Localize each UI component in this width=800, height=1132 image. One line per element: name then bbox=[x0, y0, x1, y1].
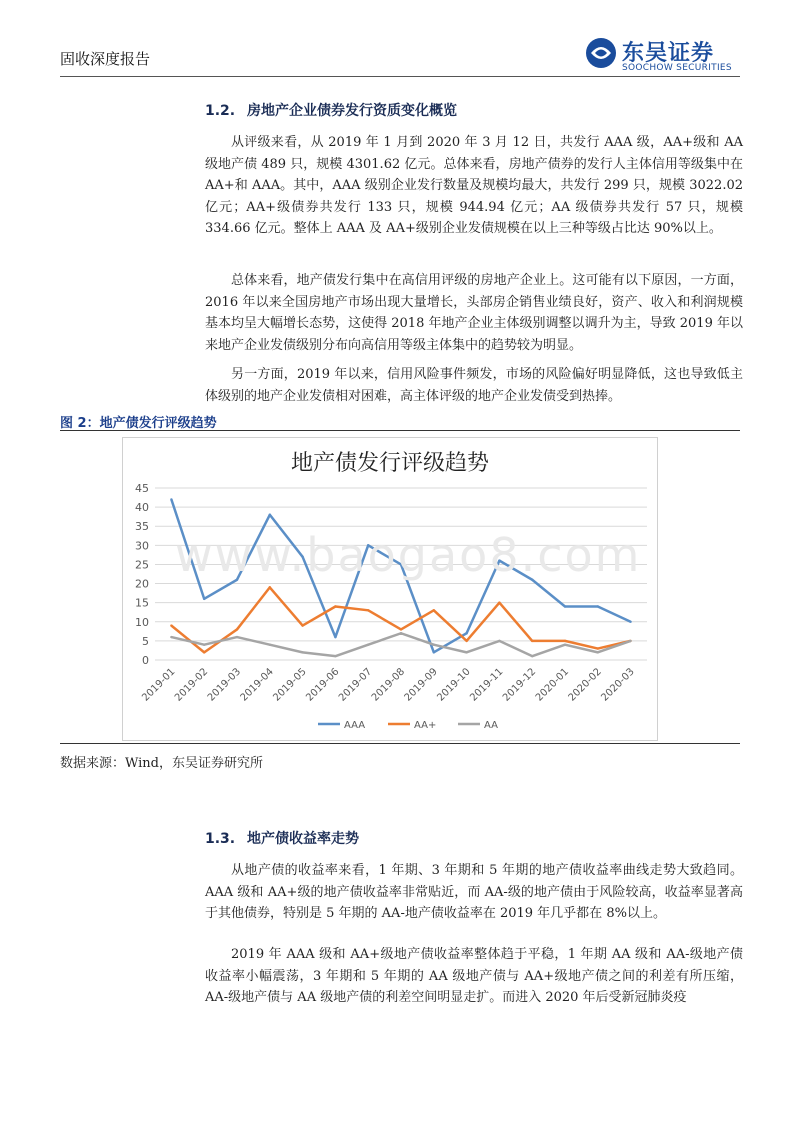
figure-caption: 图 2：地产债发行评级趋势 bbox=[60, 416, 217, 431]
y-tick-label: 15 bbox=[135, 596, 149, 610]
y-tick-label: 25 bbox=[135, 558, 149, 572]
data-point-AA bbox=[597, 651, 599, 653]
data-point-AA bbox=[203, 644, 205, 646]
x-tick-label: 2019-04 bbox=[238, 666, 276, 704]
y-tick-label: 40 bbox=[135, 501, 149, 515]
y-tick-label: 10 bbox=[135, 615, 149, 629]
figure-source: 数据来源：Wind，东吴证券研究所 bbox=[60, 756, 263, 771]
data-point-AA+ bbox=[498, 601, 500, 603]
x-tick-label: 2020-01 bbox=[533, 666, 572, 704]
legend-label: AA bbox=[484, 720, 498, 731]
data-point-AAA bbox=[433, 651, 435, 653]
data-point-AA+ bbox=[400, 628, 402, 630]
data-point-AA bbox=[367, 644, 369, 646]
data-point-AA+ bbox=[367, 609, 369, 611]
y-tick-label: 0 bbox=[142, 654, 149, 667]
x-tick-label: 2019-05 bbox=[271, 666, 309, 704]
data-point-AA bbox=[629, 640, 631, 642]
data-point-AAA bbox=[465, 632, 467, 634]
x-tick-label: 2019-06 bbox=[304, 666, 342, 704]
x-tick-label: 2020-03 bbox=[599, 666, 637, 704]
legend-label: AA+ bbox=[414, 720, 437, 731]
brand-logo bbox=[582, 36, 752, 76]
data-point-AA bbox=[400, 632, 402, 634]
paragraph: 从评级来看，从 2019 年 1 月到 2020 年 3 月 12 日，共发行 AAA 级，AA+级和 AA 级地产债 489 只，规模 4301.62 亿元。总体来看，房地产债券的发行人主体信用等级集中在 AA+和 AAA。其中，AAA 级别企业发行数量及规模均最大，共发行 299 只，规模 3022.02 亿元；AA+级债券共发行 133 只，规模 944.94 亿元；AA 级债券共发行 57 只，规模 334.66 亿元。整体上 AAA 及 AA+级别企业发债规模在以上三种等级占比达 90%以上。 bbox=[205, 135, 743, 236]
data-point-AA bbox=[433, 644, 435, 646]
data-point-AA bbox=[170, 636, 172, 638]
data-point-AA bbox=[531, 655, 533, 657]
brand-name-cn: 东吴证券 bbox=[622, 41, 715, 66]
header-divider bbox=[60, 76, 740, 77]
watermark: www.baogao8.com bbox=[175, 528, 642, 582]
data-point-AA+ bbox=[301, 624, 303, 626]
x-tick-label: 2019-01 bbox=[140, 666, 178, 704]
figure-rule-bottom bbox=[60, 743, 740, 744]
data-point-AA bbox=[269, 644, 271, 646]
series-line-AA+ bbox=[171, 587, 630, 652]
data-point-AA+ bbox=[203, 651, 205, 653]
data-point-AA+ bbox=[334, 605, 336, 607]
data-point-AAA bbox=[334, 636, 336, 638]
data-point-AA+ bbox=[236, 628, 238, 630]
x-tick-label: 2019-09 bbox=[402, 666, 440, 704]
data-point-AAA bbox=[597, 605, 599, 607]
data-point-AA bbox=[301, 651, 303, 653]
chart-title: 地产债发行评级趋势 bbox=[290, 451, 490, 476]
data-point-AA+ bbox=[433, 609, 435, 611]
y-tick-label: 20 bbox=[135, 577, 149, 591]
section-title: 地产债收益率走势 bbox=[247, 831, 359, 847]
data-point-AA+ bbox=[564, 640, 566, 642]
data-point-AA+ bbox=[531, 640, 533, 642]
data-point-AA bbox=[564, 644, 566, 646]
x-tick-label: 2019-10 bbox=[435, 666, 473, 704]
section-title: 房地产企业债券发行资质变化概览 bbox=[247, 103, 457, 119]
data-point-AAA bbox=[203, 598, 205, 600]
x-tick-label: 2020-02 bbox=[566, 666, 604, 704]
paragraph: 2019 年 AAA 级和 AA+级地产债收益率整体趋于平稳，1 年期 AA 级和 AA-级地产债收益率小幅震荡，3 年期和 5 年期的 AA 级地产债与 AA+级地产债之间的利差有所压缩，AA-级地产债与 AA 级地产债的利差空间明显走扩。而进入 2020 年后受新冠肺炎疫 bbox=[205, 947, 743, 1005]
brand-name-en: SOOCHOW SECURITIES bbox=[622, 63, 732, 73]
x-tick-label: 2019-03 bbox=[205, 666, 244, 704]
data-point-AA+ bbox=[269, 586, 271, 588]
x-tick-label: 2019-02 bbox=[172, 666, 211, 704]
data-point-AA bbox=[236, 636, 238, 638]
section-number: 1.3. bbox=[205, 831, 236, 847]
report-type: 固收深度报告 bbox=[60, 50, 151, 68]
y-tick-label: 35 bbox=[135, 520, 149, 534]
section-1-3-heading bbox=[205, 828, 359, 848]
y-tick-label: 5 bbox=[142, 634, 149, 648]
series-line-AA bbox=[171, 633, 630, 656]
data-point-AA+ bbox=[465, 640, 467, 642]
paragraph: 另一方面，2019 年以来，信用风险事件频发，市场的风险偏好明显降低，这也导致低主体级别的地产企业发债相对困难，高主体评级的地产企业发债受到热捧。 bbox=[205, 367, 743, 404]
figure-rule-top bbox=[60, 430, 740, 431]
data-point-AA bbox=[334, 655, 336, 657]
data-point-AA bbox=[498, 640, 500, 642]
legend-label: AAA bbox=[344, 720, 366, 731]
data-point-AAA bbox=[564, 605, 566, 607]
data-point-AA bbox=[465, 651, 467, 653]
data-point-AAA bbox=[269, 514, 271, 516]
data-point-AAA bbox=[170, 498, 172, 500]
x-tick-label: 2019-12 bbox=[500, 666, 539, 704]
x-tick-label: 2019-11 bbox=[468, 666, 506, 704]
brand-mark-icon bbox=[582, 36, 620, 74]
paragraph: 从地产债的收益率来看，1 年期、3 年期和 5 年期的地产债收益率曲线走势大致趋同。AAA 级和 AA+级的地产债收益率非常贴近，而 AA-级的地产债由于风险较高，收益率显著高于其他债券，特别是 5 年期的 AA-地产债收益率在 2019 年几乎都在 8%以上。 bbox=[205, 863, 743, 921]
data-point-AAA bbox=[629, 621, 631, 623]
y-tick-label: 30 bbox=[135, 539, 149, 553]
y-tick-label: 45 bbox=[135, 482, 149, 495]
chart-container bbox=[122, 437, 658, 741]
line-chart bbox=[123, 438, 657, 740]
data-point-AA+ bbox=[597, 647, 599, 649]
paragraph: 总体来看，地产债发行集中在高信用评级的房地产企业上。这可能有以下原因，一方面，2016 年以来全国房地产市场出现大量增长，头部房企销售业绩良好，资产、收入和利润规模基本均呈大幅增长态势，这使得 2018 年地产企业主体级别调整以调升为主，导致 2019 年以来地产企业发债级别分布向高信用等级主体集中的趋势较为明显。 bbox=[205, 273, 743, 353]
x-tick-label: 2019-07 bbox=[336, 666, 375, 704]
x-tick-label: 2019-08 bbox=[369, 666, 408, 704]
section-1-2-heading bbox=[205, 100, 457, 120]
data-point-AA+ bbox=[170, 624, 172, 626]
section-number: 1.2. bbox=[205, 103, 236, 119]
